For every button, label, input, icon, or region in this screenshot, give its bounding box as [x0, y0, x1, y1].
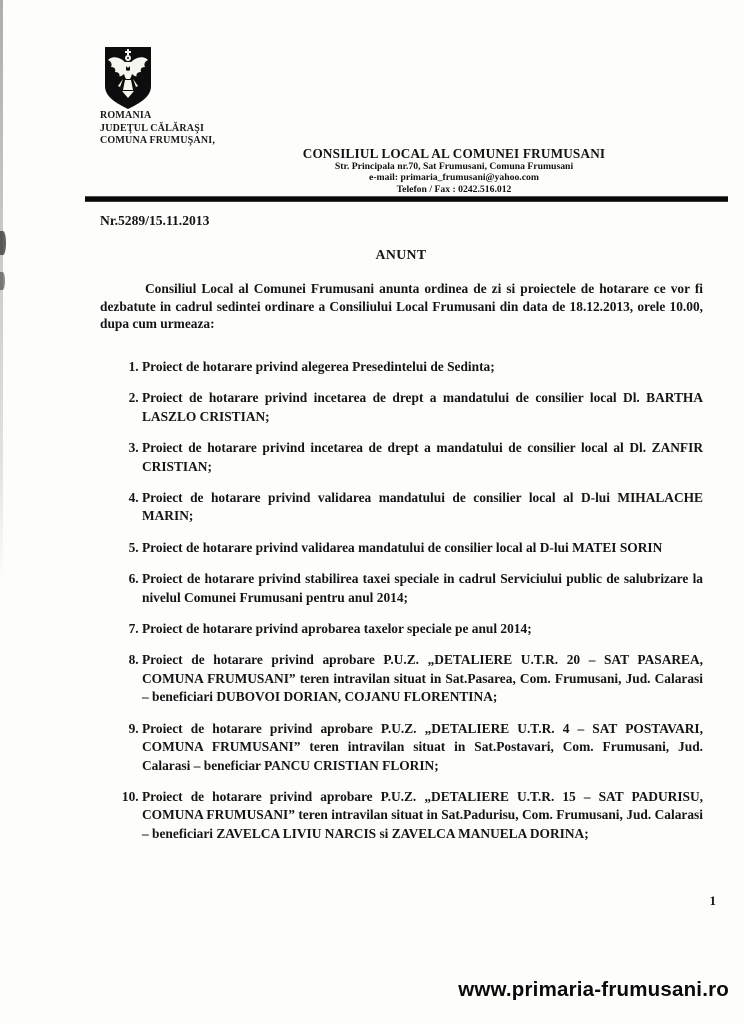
letterhead-phone: Telefon / Fax : 0242.516.012: [387, 184, 522, 197]
agenda-item-10: 10. Proiect de hotarare privind aprobare P.U.Z. „DETALIERE U.T.R. 15 – SAT PADURISU, COMUNA FRUMUSANI” teren intravilan situat in Sat.Padurisu, Com. Frumusani, Jud. Calarasi – beneficiari ZAVELCA LIVIU NARCIS si ZAVELCA MANUELA DORINA;: [142, 788, 703, 843]
intro-paragraph: Consiliul Local al Comunei Frumusani anunta ordinea de zi si proiectele de hotarare ce vor fi dezbatute in cadrul sedintei ordinare a Consiliului Local Frumusani din data de 18.12.2013, orele 10.00, dupa cum urmeaza:: [100, 281, 703, 332]
agenda-item-3: 3. Proiect de hotarare privind incetarea de drept a mandatului de consilier local al Dl. ZANFIR CRISTIAN;: [142, 439, 703, 476]
letterhead-address: Str. Principala nr.70, Sat Frumusani, Comuna Frumusani: [334, 161, 574, 172]
letterhead-email: e-mail: primaria_frumusani@yahoo.com: [369, 172, 539, 184]
issuer-block: [100, 110, 215, 148]
website-footer: www.primaria-frumusani.ro: [458, 978, 729, 1001]
scan-edge-artifact: [0, 0, 3, 580]
agenda-list: [100, 358, 703, 856]
page-number: 1: [709, 893, 716, 908]
agenda-item-9: 9. Proiect de hotarare privind aprobare P.U.Z. „DETALIERE U.T.R. 4 – SAT POSTAVARI, COMUNA FRUMUSANI” teren intravilan situat in Sat.Postavari, Com. Frumusani, Jud. Calarasi – beneficiar PANCU CRISTIAN FLORIN;: [142, 720, 703, 775]
issuer-commune: COMUNA FRUMUŞANI,: [100, 135, 216, 146]
header-divider-rule: [85, 196, 728, 202]
agenda-item-4: 4. Proiect de hotarare privind validarea mandatului de consilier local al D-lui MIHALACHE MARIN;: [142, 489, 703, 526]
scan-smudge: [0, 272, 5, 290]
document-title: ANUNT: [375, 247, 427, 262]
scan-smudge: [0, 231, 6, 255]
agenda-item-2: 2. Proiect de hotarare privind incetarea de drept a mandatului de consilier local Dl. BARTHA LASZLO CRISTIAN;: [142, 389, 703, 426]
registration-number: Nr.5289/15.11.2013: [100, 213, 210, 228]
letterhead: [268, 146, 640, 197]
agenda-item-1: 1. Proiect de hotarare privind alegerea Presedintelui de Sedinta;: [142, 358, 703, 376]
issuer-county: JUDEŢUL CĂLĂRAŞI: [100, 122, 205, 134]
agenda-item-7: 7. Proiect de hotarare privind aprobarea taxelor speciale pe anul 2014;: [142, 620, 703, 638]
letterhead-title: CONSILIUL LOCAL AL COMUNEI FRUMUSANI: [302, 146, 606, 161]
issuer-country: ROMANIA: [100, 110, 152, 121]
agenda-item-5: 5. Proiect de hotarare privind validarea mandatului de consilier local al D-lui MATEI SORIN: [142, 539, 703, 557]
romania-coat-of-arms-icon: [103, 46, 153, 115]
agenda-item-8: 8. Proiect de hotarare privind aprobare P.U.Z. „DETALIERE U.T.R. 20 – SAT PASAREA, COMUNA FRUMUSANI” teren intravilan situat in Sat.Pasarea, Com. Frumusani, Jud. Calarasi – beneficiari DUBOVOI DORIAN, COJANU FLORENTINA;: [142, 651, 703, 706]
agenda-item-6: 6. Proiect de hotarare privind stabilirea taxei speciale in cadrul Serviciului public de salubrizare la nivelul Comunei Frumusani pentru anul 2014;: [142, 570, 703, 607]
